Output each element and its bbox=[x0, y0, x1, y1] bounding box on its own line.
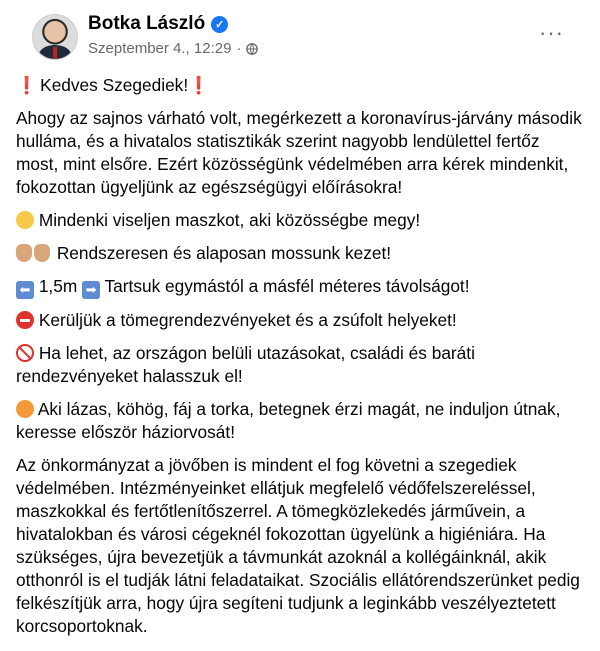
author-avatar[interactable] bbox=[32, 14, 78, 60]
no-entry-icon bbox=[16, 311, 34, 329]
rule-travel bbox=[16, 342, 582, 388]
rule-distance-text: Tartsuk egymástól a másfél méteres távolságot! bbox=[104, 276, 470, 296]
flushed-face-icon bbox=[16, 400, 34, 418]
exclamation-icon: ❗ bbox=[188, 76, 210, 95]
avatar-tie bbox=[53, 47, 57, 59]
outro-paragraph: Az önkormányzat a jövőben is mindent el fog követni a szegediek védelmében. Intézményeinket ellátjuk megfelelő védőfelszereléssel, maszkokkal és fertőtlenítőszerrel. A tömegközlekedés járművein, a hivatalokban és városi cégeknél fokozottan ügyelünk a higiéniára. Ha szükséges, újra bevezetjük a távmunkát azoknál a kollégáinknál, akik otthonról is el tudják látni feladataikat. Szociális ellátórendszerünket pedig felkészítjük arra, hogy újra segíteni tudjunk a leginkább veszélyeztetett korcsoportoknak. bbox=[16, 455, 580, 636]
distance-value: 1,5m bbox=[38, 276, 78, 296]
rule-symptoms bbox=[16, 398, 582, 444]
intro-paragraph: Ahogy az sajnos várható volt, megérkezett a koronavírus-járvány második hulláma, és a hivatalos statisztikák szerint nagyobb lendülettel fertőz most, mint elsőre. Ezért közösségünk védelmében arra kérek mindenkit, fokozottan ügyeljünk az egészségügyi előírásokra! bbox=[16, 108, 582, 197]
more-options-icon[interactable]: ··· bbox=[539, 20, 564, 45]
exclamation-icon: ❗ bbox=[16, 76, 38, 95]
rule-crowds-text: Kerüljük a tömegrendezvényeket és a zsúfolt helyeket! bbox=[38, 310, 457, 330]
post-body bbox=[16, 74, 582, 648]
post-meta bbox=[88, 40, 258, 57]
rule-mask-text: Mindenki viseljen maszkot, aki közösségbe megy! bbox=[38, 210, 421, 230]
prohibited-icon bbox=[16, 344, 34, 362]
hand-icon bbox=[16, 244, 32, 262]
post-timestamp[interactable]: Szeptember 4., 12:29 bbox=[88, 40, 232, 57]
rule-distance bbox=[16, 275, 582, 299]
hand-icon bbox=[34, 244, 50, 262]
verified-badge-icon: ✓ bbox=[211, 16, 228, 33]
meta-separator: · bbox=[236, 40, 242, 57]
author-name[interactable]: Botka László bbox=[88, 13, 206, 34]
rule-mask bbox=[16, 209, 582, 232]
left-arrow-icon: ⬅ bbox=[16, 281, 34, 299]
rule-symptoms-text: Aki lázas, köhög, fáj a torka, betegnek érzi magát, ne induljon útnak, keresse először háziorvosát! bbox=[16, 399, 561, 442]
globe-icon[interactable] bbox=[246, 43, 258, 55]
rule-handwash bbox=[16, 242, 582, 265]
post-header bbox=[16, 0, 582, 70]
author-row bbox=[88, 13, 228, 35]
greeting-line bbox=[16, 74, 582, 97]
mask-face-icon bbox=[16, 211, 34, 229]
rule-crowds bbox=[16, 309, 582, 332]
right-arrow-icon: ➡ bbox=[82, 281, 100, 299]
rule-travel-text: Ha lehet, az országon belüli utazásokat, családi és baráti rendezvényeket halasszuk el! bbox=[16, 343, 475, 386]
rule-handwash-text: Rendszeresen és alaposan mossunk kezet! bbox=[56, 243, 392, 263]
greeting-text: Kedves Szegediek! bbox=[40, 75, 189, 95]
